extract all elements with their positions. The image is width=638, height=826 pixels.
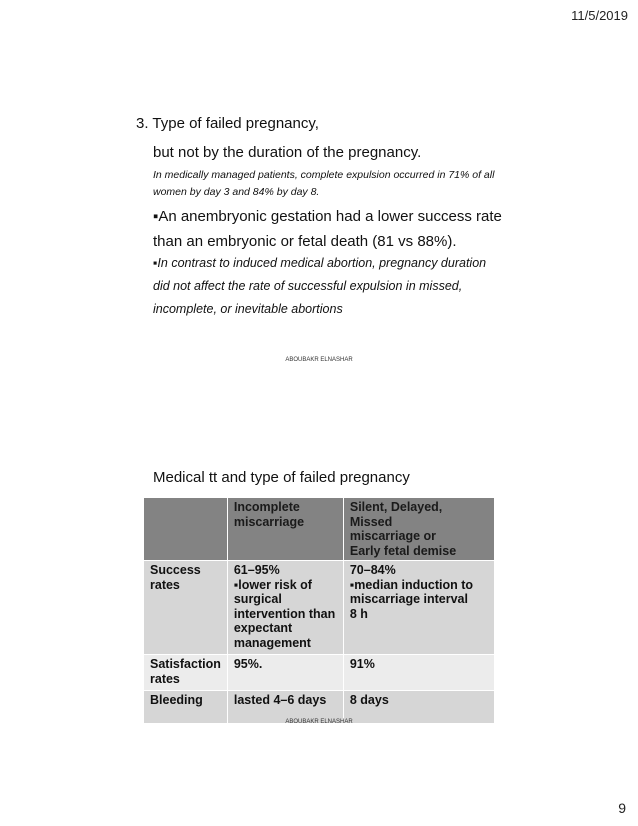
slide-date: 11/5/2019 — [571, 8, 628, 23]
slide1-note-line1: In medically managed patients, complete expulsion occurred in 71% of all — [153, 169, 495, 181]
table-cell: 61–95% ▪lower risk of surgical intervention than expectant management — [227, 561, 343, 655]
slide1-heading-line2: but not by the duration of the pregnancy. — [153, 144, 422, 161]
table-row-label: Success rates — [144, 561, 228, 655]
slide1-bullet2-line3: incomplete, or inevitable abortions — [153, 302, 343, 316]
table-cell: 70–84% ▪median induction to miscarriage interval 8 h — [343, 561, 494, 655]
failed-pregnancy-table — [143, 497, 495, 724]
table-row — [144, 655, 495, 691]
table-header-cell: Incomplete miscarriage — [227, 498, 343, 561]
table-cell: 95%. — [227, 655, 343, 691]
table-header-row — [144, 498, 495, 561]
slide1-footer: ABOUBAKR ELNASHAR — [285, 357, 353, 363]
slide1-bullet1-line1: ▪An anembryonic gestation had a lower success rate — [153, 208, 502, 225]
slide1-note-line2: women by day 3 and 84% by day 8. — [153, 186, 320, 198]
page-number: 9 — [618, 800, 626, 816]
slide2-title: Medical tt and type of failed pregnancy — [153, 469, 410, 486]
table-row — [144, 561, 495, 655]
slide2-footer: ABOUBAKR ELNASHAR — [285, 719, 353, 725]
table-header-cell — [144, 498, 228, 561]
slide1-bullet2-line1: ▪In contrast to induced medical abortion, pregnancy duration — [153, 256, 487, 270]
table-header-cell: Silent, Delayed, Missed miscarriage or Early fetal demise — [343, 498, 494, 561]
table-cell: 8 days — [343, 691, 494, 724]
slide1-bullet1-line2: than an embryonic or fetal death (81 vs 88%). — [153, 233, 457, 250]
slide1-heading-line1: 3. Type of failed pregnancy, — [136, 115, 319, 132]
slide1-bullet2-line2: did not affect the rate of successful expulsion in missed, — [153, 279, 463, 293]
table-cell: 91% — [343, 655, 494, 691]
table-row-label: Satisfaction rates — [144, 655, 228, 691]
table-row-label: Bleeding — [144, 691, 228, 724]
table-cell: lasted 4–6 days — [227, 691, 343, 724]
